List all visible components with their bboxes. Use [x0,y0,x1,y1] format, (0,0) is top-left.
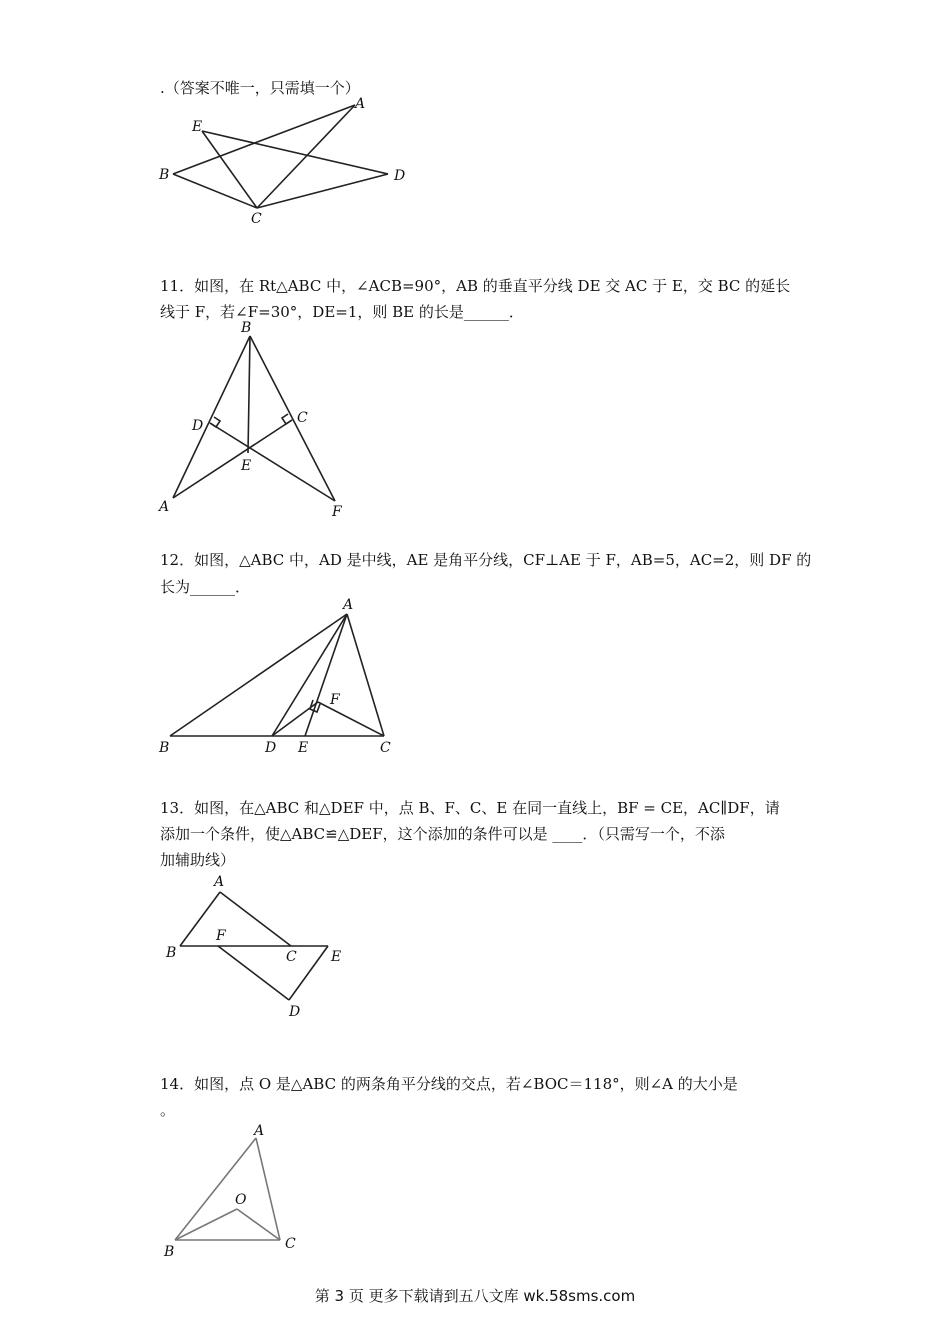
q13-label-f: F [216,928,226,944]
q10-label-b: B [159,167,170,183]
q13-figure [155,870,355,1025]
q12-line2: 长为______． [160,578,251,596]
q11-label-f: F [332,504,342,520]
q12-label-e: E [298,740,309,756]
q11-label-a: A [159,499,170,515]
q12-label-b: B [159,740,170,756]
q12-figure [150,592,410,762]
q11-line2: 线于 F，若∠F=30°，DE=1，则 BE 的长是______． [160,303,524,321]
q14-label-a: A [254,1123,265,1139]
q12-label-c: C [380,740,391,756]
q10-figure [150,95,420,230]
q12-label-f: F [330,692,340,708]
q13-label-e: E [331,949,342,965]
q12-line1: 12．如图，△ABC 中，AD 是中线，AE 是角平分线，CF⊥AE 于 F，AB=5，AC=2，则 DF 的 [160,551,812,569]
q10-label-d: D [394,168,406,184]
q14-figure [155,1118,315,1263]
q14-label-c: C [285,1236,296,1252]
q11-line1: 11．如图，在 Rt△ABC 中，∠ACB=90°，AB 的垂直平分线 DE 交 AC 于 E，交 BC 的延长 [160,277,791,295]
q10-label-c: C [251,211,262,227]
q10-label-a: A [355,96,366,112]
q11-label-d: D [192,418,204,434]
q13-label-d: D [289,1004,301,1020]
q13-label-c: C [286,949,297,965]
page-footer: 第 3 页 更多下载请到五八文库 wk.58sms.com [314,1287,636,1305]
q10-tail-text: .（答案不唯一，只需填一个） [160,79,360,97]
q14-label-b: B [164,1244,175,1260]
q12-label-d: D [265,740,277,756]
q10-label-e: E [192,119,203,135]
q11-label-c: C [297,410,308,426]
q14-line1: 14．如图，点 O 是△ABC 的两条角平分线的交点，若∠BOC＝118°，则∠A 的大小是 [160,1075,738,1093]
q14-label-o: O [235,1192,247,1208]
q12-label-a: A [343,597,354,613]
q13-line3: 加辅助线） [160,851,236,869]
q13-label-b: B [166,945,177,961]
q13-line2: 添加一个条件，使△ABC≌△DEF，这个添加的条件可以是 ____．（只需写一个，不添 [160,825,725,843]
q13-line1: 13．如图，在△ABC 和△DEF 中，点 B、F、C、E 在同一直线上，BF = CE，AC∥DF，请 [160,799,780,817]
q11-label-e: E [241,458,252,474]
q11-label-b: B [241,320,252,336]
q14-line2: 。 [160,1101,176,1119]
q11-figure [150,318,370,523]
q13-label-a: A [214,874,225,890]
